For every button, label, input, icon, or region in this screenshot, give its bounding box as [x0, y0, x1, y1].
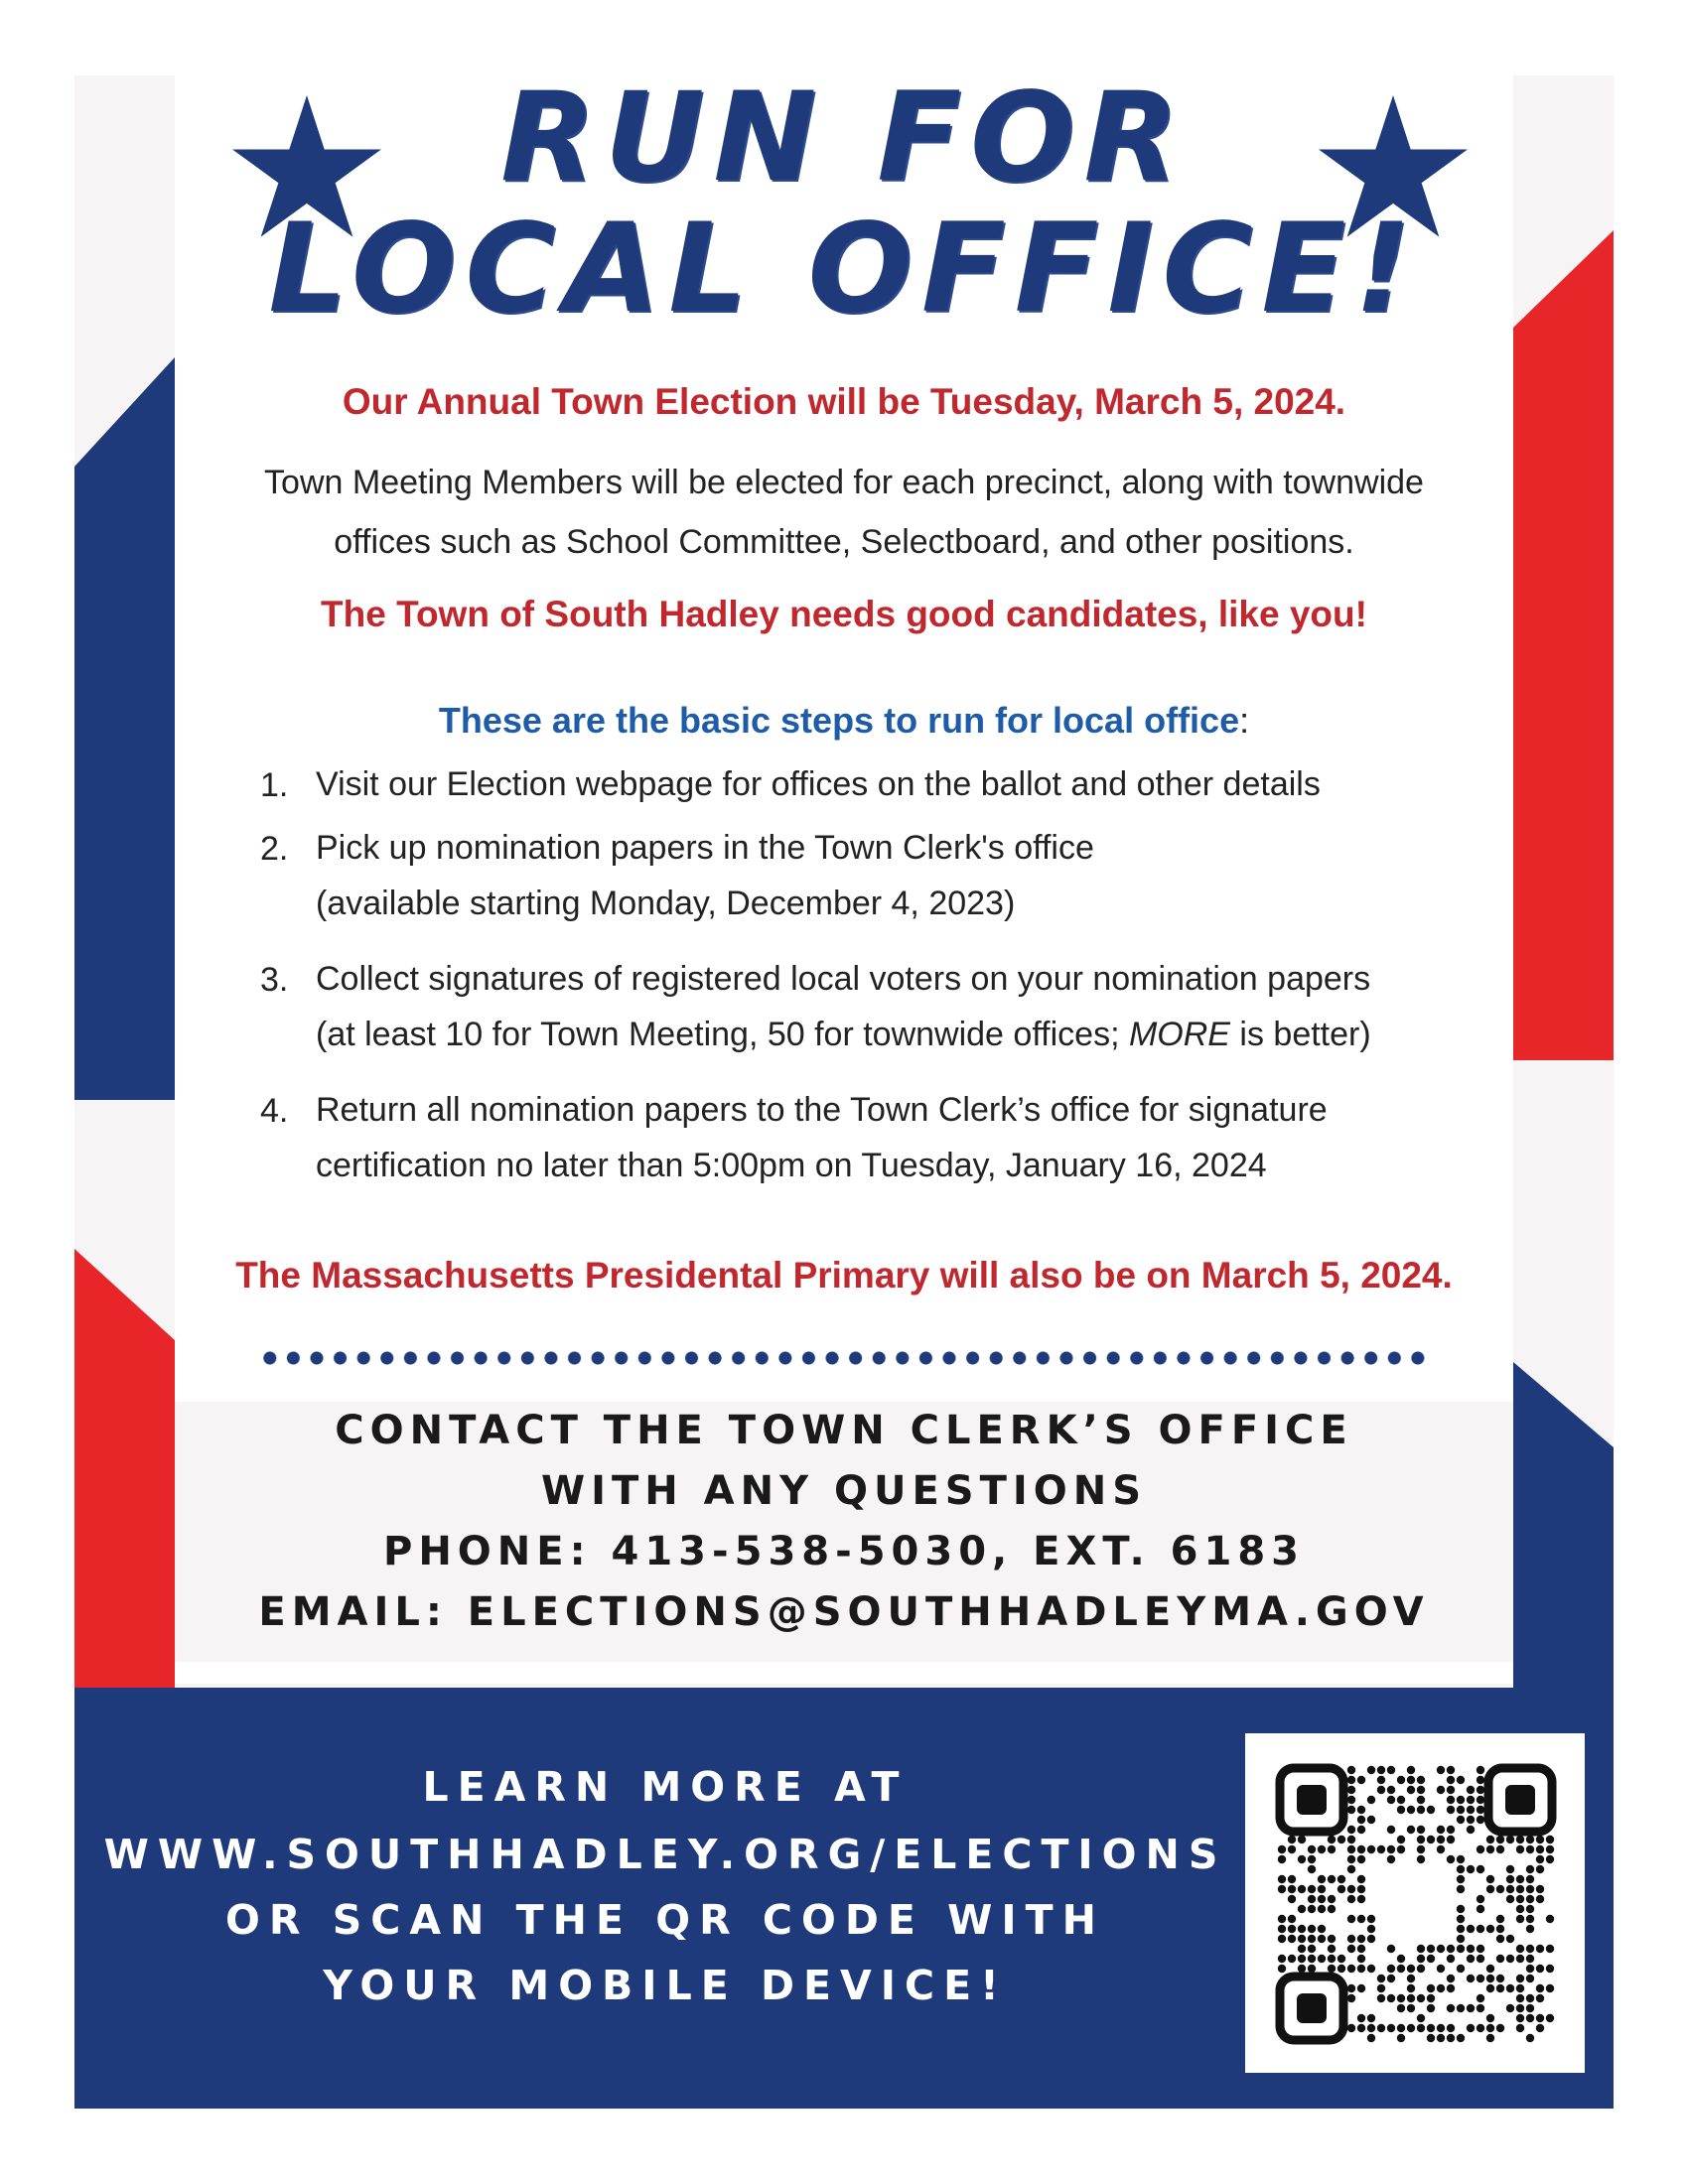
- step-text-line-1: Pick up nomination papers in the Town Clerk's office: [316, 829, 1094, 867]
- steps-heading: [175, 700, 1513, 742]
- contact-line-1: CONTACT THE TOWN CLERK’S OFFICE: [335, 1408, 1353, 1453]
- step-text-line-1: Return all nomination papers to the Town Clerk’s office for signature: [316, 1091, 1328, 1129]
- qr-code-panel[interactable]: [1245, 1733, 1585, 2073]
- steps-heading-text: These are the basic steps to run for local office: [438, 700, 1240, 741]
- step-text-line-2-prefix: (at least 10 for Town Meeting, 50 for townwide offices;: [316, 1016, 1129, 1053]
- step-number: 1.: [260, 766, 289, 804]
- dotted-divider: [258, 1351, 1430, 1365]
- contact-line-2: WITH ANY QUESTIONS: [540, 1468, 1148, 1514]
- step-text-emphasis: MORE: [1128, 1016, 1230, 1053]
- intro-line-1: Town Meeting Members will be elected for each precinct, along with townwide: [264, 464, 1424, 501]
- step-number: 3.: [260, 961, 289, 999]
- step-text-line-2: certification no later than 5:00pm on Tuesday, January 16, 2024: [316, 1147, 1267, 1184]
- step-text-line-2-suffix: is better): [1229, 1016, 1371, 1053]
- step-number: 2.: [260, 830, 289, 868]
- step-number: 4.: [260, 1092, 289, 1130]
- election-date-heading: Our Annual Town Election will be Tuesday, March 5, 2024.: [342, 381, 1346, 422]
- learn-more-line-4: YOUR MOBILE DEVICE!: [323, 1962, 1008, 2009]
- intro-line-2: offices such as School Committee, Selectboard, and other positions.: [334, 523, 1354, 561]
- step-text-line-2: [316, 1007, 1507, 1062]
- step-text-line-2: (available starting Monday, December 4, 2023): [316, 885, 1016, 922]
- contact-email[interactable]: EMAIL: ELECTIONS@SOUTHHADLEYMA.GOV: [258, 1589, 1430, 1635]
- qr-code-icon: [1245, 1733, 1585, 2073]
- learn-more-line-1: LEARN MORE AT: [422, 1763, 909, 1811]
- page-title-line-2: LOCAL OFFICE!: [268, 198, 1420, 341]
- candidates-heading: The Town of South Hadley needs good candidates, like you!: [321, 594, 1367, 634]
- step-text-line-1: Visit our Election webpage for offices on the ballot and other details: [316, 765, 1321, 803]
- learn-more-line-3: OR SCAN THE QR CODE WITH: [225, 1896, 1105, 1944]
- contact-phone: PHONE: 413-538-5030, EXT. 6183: [383, 1529, 1305, 1574]
- learn-more-url[interactable]: WWW.SOUTHHADLEY.ORG/ELECTIONS: [103, 1831, 1227, 1878]
- step-text-line-1: Collect signatures of registered local voters on your nomination papers: [316, 960, 1371, 998]
- primary-notice: The Massachusetts Presidental Primary will also be on March 5, 2024.: [235, 1255, 1453, 1296]
- page-title-line-1: RUN FOR: [500, 67, 1188, 209]
- steps-heading-colon: :: [1239, 700, 1250, 741]
